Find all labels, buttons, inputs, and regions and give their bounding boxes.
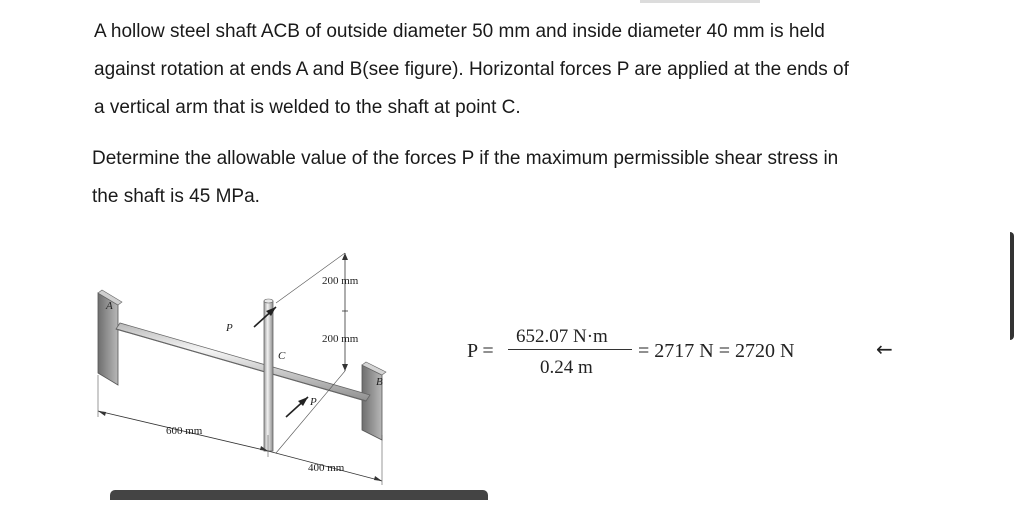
vertical-arm bbox=[264, 301, 273, 451]
label-p-top: P bbox=[226, 322, 233, 334]
problem-statement: A hollow steel shaft ACB of outside diameter 50 mm and inside diameter 40 mm is held against rotation at ends A and B(see figure). Horizontal forces P are applied at the ends of a vertical arm that is welded to the shaft at point C. bbox=[94, 21, 849, 118]
bottom-bar-decoration bbox=[110, 490, 488, 500]
problem-question: Determine the allowable value of the forces P if the maximum permissible shear stress in the shaft is 45 MPa. bbox=[92, 148, 839, 207]
label-c: C bbox=[278, 350, 286, 362]
top-decoration bbox=[640, 0, 760, 3]
right-bracket-decoration bbox=[996, 232, 1014, 340]
dim-600: 600 mm bbox=[166, 425, 203, 437]
fraction-line bbox=[508, 349, 632, 350]
formula-numerator: 652.07 N·m bbox=[516, 326, 608, 347]
dim-400: 400 mm bbox=[308, 462, 345, 474]
result-pointer-icon: ← bbox=[876, 337, 893, 361]
label-p-bottom: P bbox=[310, 396, 317, 408]
label-b: B bbox=[376, 376, 383, 388]
formula-lhs: P = bbox=[467, 340, 494, 362]
label-a: A bbox=[106, 300, 113, 312]
formula-denominator: 0.24 m bbox=[540, 357, 593, 378]
dim-200-mid: 200 mm bbox=[322, 333, 359, 345]
formula-result: = 2717 N = 2720 N bbox=[638, 340, 795, 362]
dim-200-top: 200 mm bbox=[322, 275, 359, 287]
shaft-figure bbox=[90, 235, 490, 495]
